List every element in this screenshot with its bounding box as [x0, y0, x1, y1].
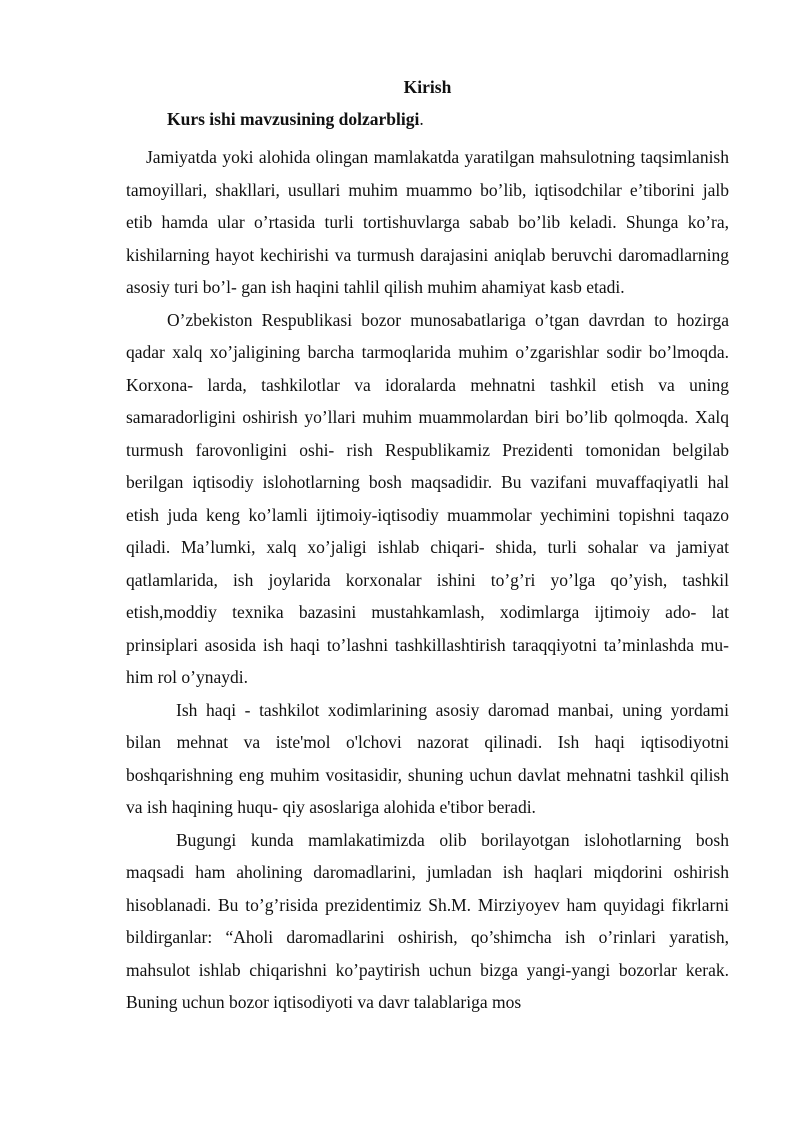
paragraph-4: Bugungi kunda mamlakatimizda olib borilayotgan islohotlarning bosh maqsadi ham aholining daromadlarini, jumladan ish haqlari miqdorini oshirish hisoblanadi. Bu to’g’risida prezidentimiz Sh.M. Mirziyoyev ham quyidagi fikrlarni bildirganlar: “Aholi daromadlarini oshirish, qo’shimcha ish o’rinlari yaratish, mahsulot ishlab chiqarishni ko’paytirish uchun bizga yangi-yangi bozorlar kerak. Buning uchun bozor iqtisodiyoti va davr talablariga mos [126, 829, 729, 1012]
section-subtitle [167, 108, 424, 130]
paragraph-3: Ish haqi - tashkilot xodimlarining asosiy daromad manbai, uning yordami bilan mehnat va iste'mol o'lchovi nazorat qilinadi. Ish haqi iqtisodiyotni boshqarishning eng muhim vositasidir, shuning uchun davlat mehnatni tashkil qilish va ish haqining huqu- qiy asoslariga alohida e'tibor beradi. [126, 699, 729, 817]
page-title: Kirish [403, 77, 452, 97]
subtitle-period: . [419, 109, 424, 129]
paragraph-1: Jamiyatda yoki alohida olingan mamlakatda yaratilgan mahsulotning taqsimlanish tamoyillari, shakllari, usullari muhim muammo bo’lib, iqtisodchilar e’tiborini jalb etib hamda ular o’rtasida turli tortishuvlarga sabab bo’lib keladi. Shunga ko’ra, kishilarning hayot kechirishi va turmush darajasini aniqlab beruvchi daromadlarning asosiy turi bo’l- gan ish haqini tahlil qilish muhim ahamiyat kasb etadi. [126, 147, 729, 297]
subtitle-text: Kurs ishi mavzusining dolzarbligi [167, 109, 420, 129]
paragraph-2: O’zbekiston Respublikasi bozor munosabatlariga o’tgan davrdan to hozirga qadar xalq xo’jaligining barcha tarmoqlarida muhim o’zgarishlar sodir bo’lmoqda. Korxona- larda, tashkilotlar va idoralarda mehnatni tashkil etish va uning samaradorligini oshirish yo’llari muhim muammolardan biri bo’lib qolmoqda. Xalq turmush farovonligini oshi- rish Respublikamiz Prezidenti tomonidan belgilab berilgan iqtisodiy islohotlarning bosh maqsadidir. Bu vazifani muvaffaqiyatli hal etish juda keng ko’lamli ijtimoiy-iqtisodiy muammolar yechimini topishni taqazo qiladi. Ma’lumki, xalq xo’jaligi ishlab chiqari- shida, turli sohalar va jamiyat qatlamlarida, ish joylarida korxonalar ishini to’g’ri yo’lga qo’yish, tashkil etish,moddiy texnika bazasini mustahkamlash, xodimlarga ijtimoiy ado- lat prinsiplari asosida ish haqi to’lashni tashkillashtirish taraqqiyotni ta’minlashda mu- him rol o’ynaydi. [126, 309, 729, 687]
body-text [126, 141, 729, 1019]
